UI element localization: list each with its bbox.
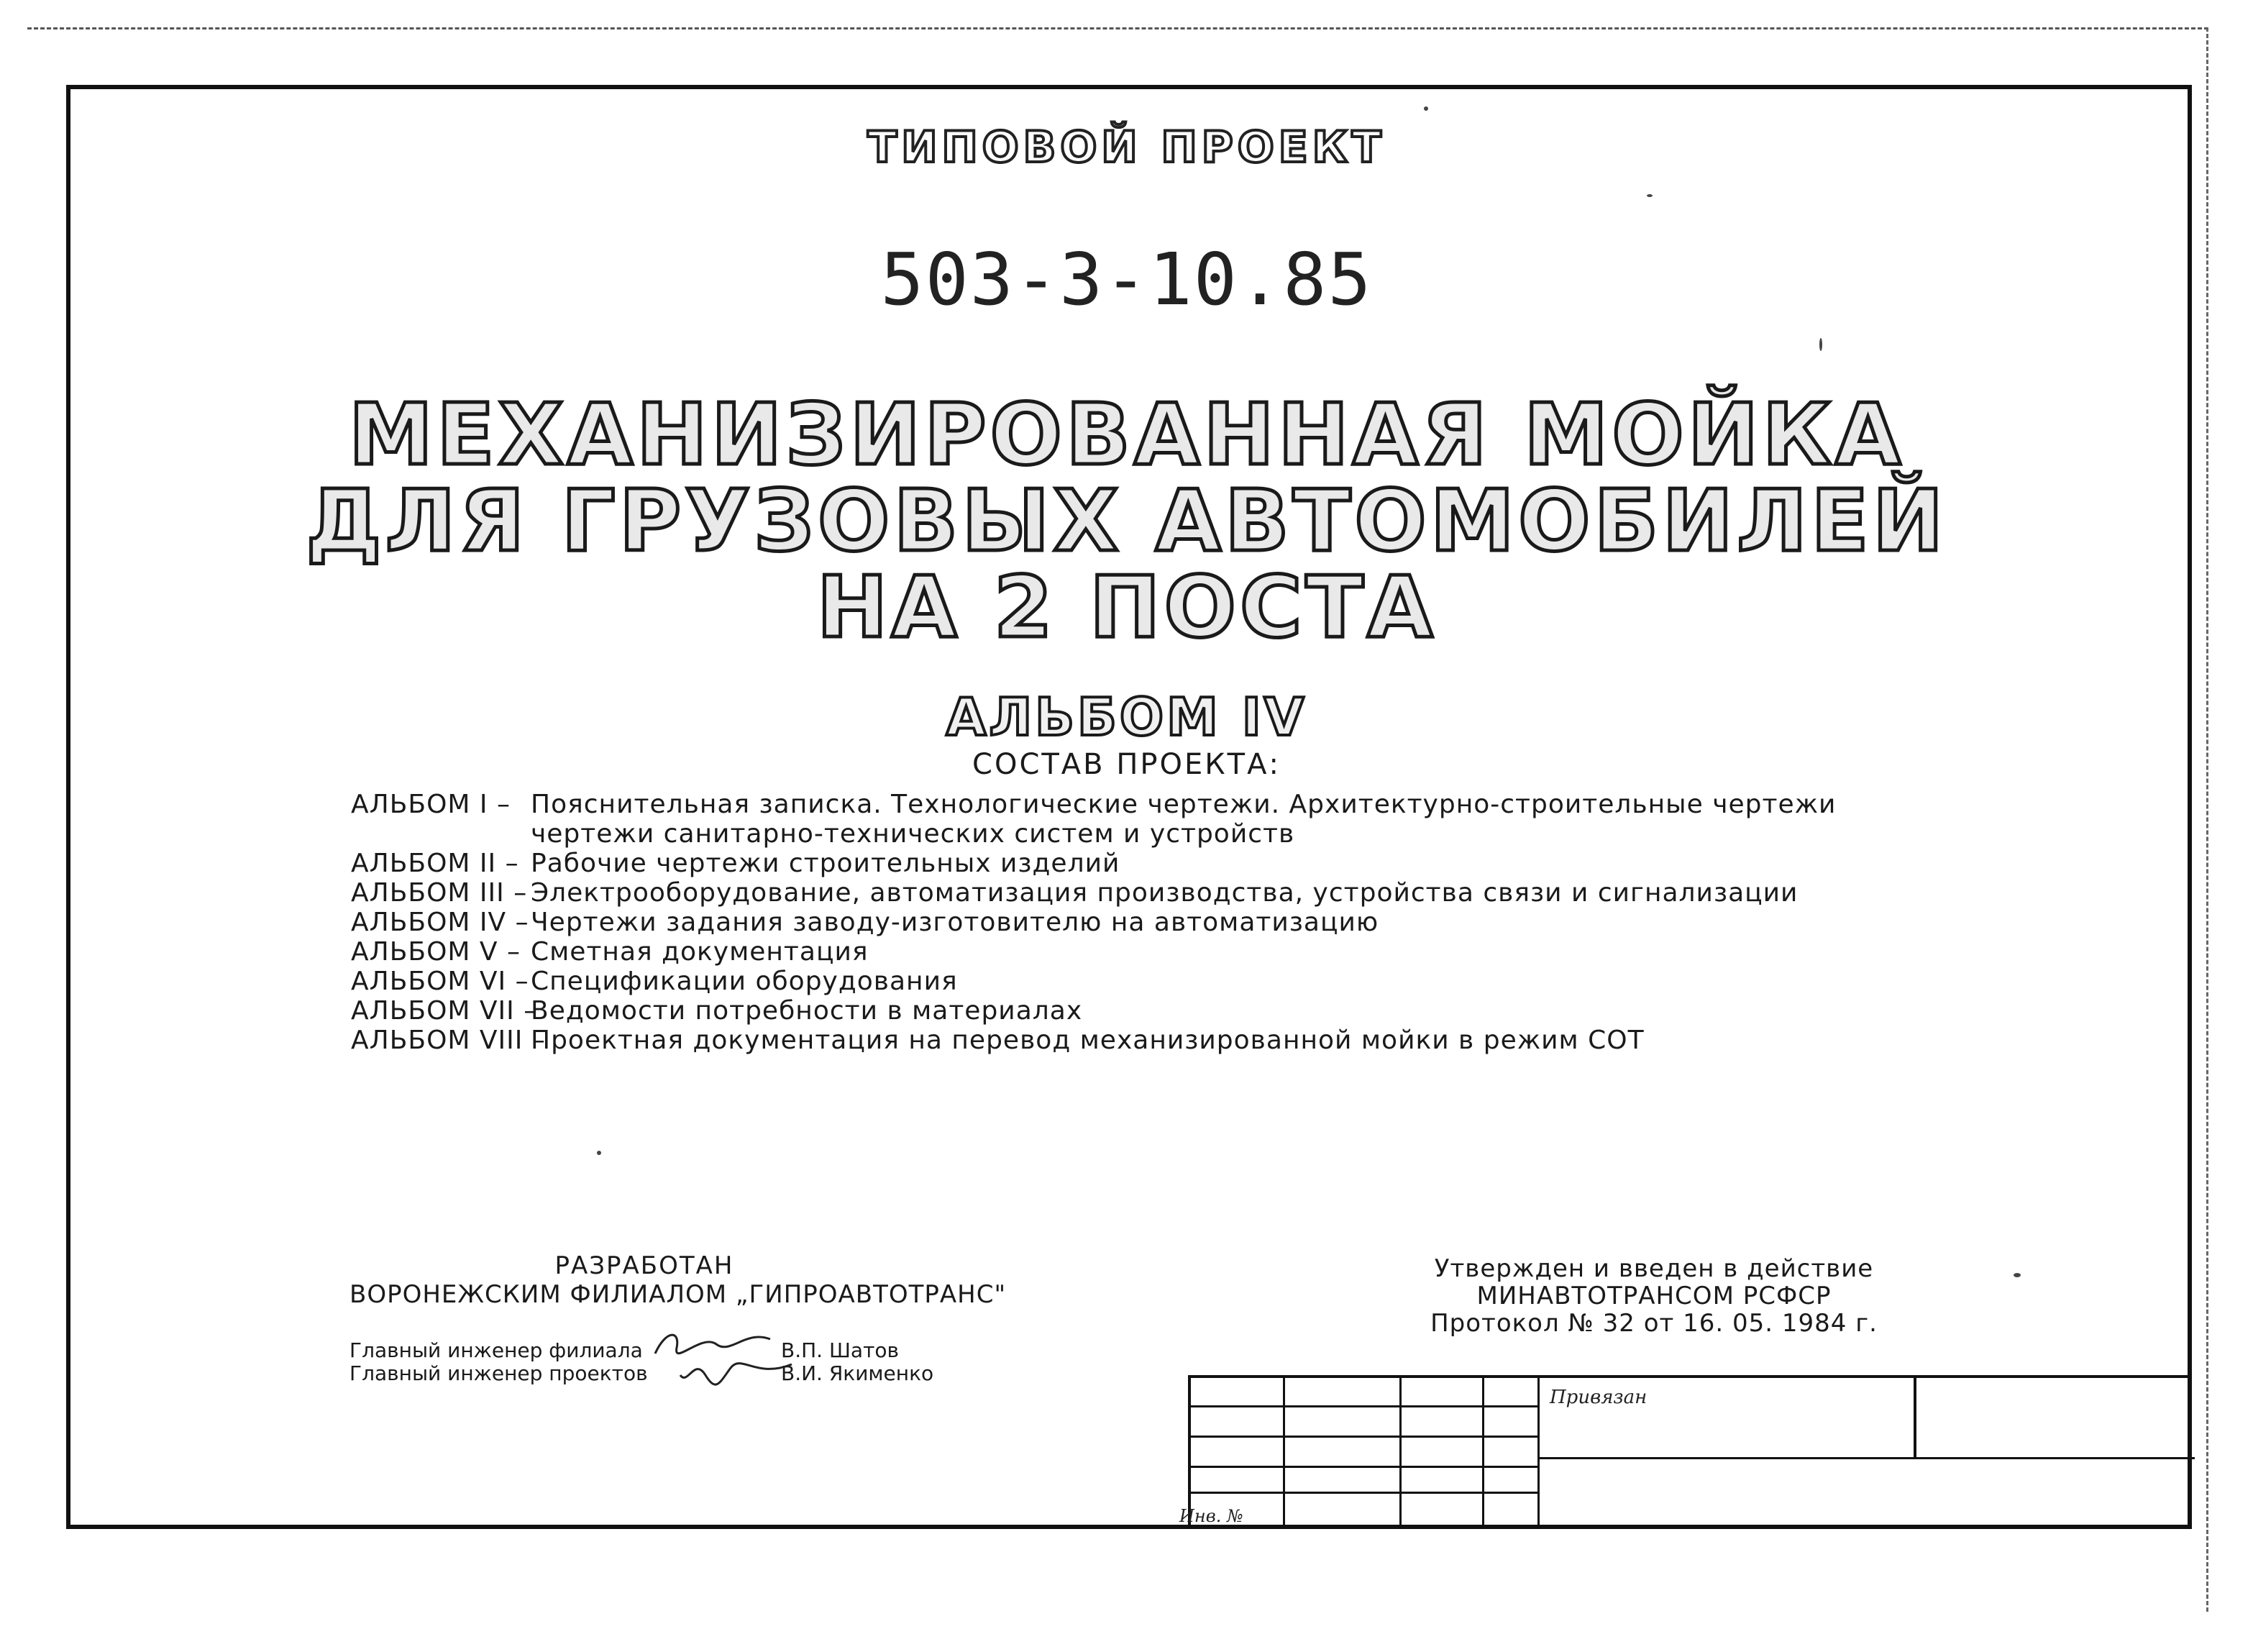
stamp-grid-line	[1191, 1466, 1540, 1468]
album-row	[351, 996, 1836, 1026]
stamp-grid-line	[1191, 1436, 1540, 1438]
scan-speck	[1424, 106, 1428, 111]
album-text: Электрооборудование, автоматизация производства, устройства связи и сигнализации	[531, 878, 1799, 908]
signatures	[349, 1339, 939, 1385]
album-row	[351, 849, 1836, 878]
stamp-grid-line	[1191, 1405, 1540, 1407]
title-stamp	[1188, 1375, 2192, 1529]
developer-organization: ВОРОНЕЖСКИМ ФИЛИАЛОМ „ГИПРОАВТОТРАНС"	[349, 1280, 1007, 1309]
composition-heading: СОСТАВ ПРОЕКТА:	[972, 748, 1281, 781]
scan-speck	[2014, 1273, 2021, 1277]
album-code: АЛЬБОМ III –	[351, 878, 528, 908]
album-row	[351, 908, 1836, 937]
stamp-grid-line	[1283, 1378, 1285, 1529]
album-code: АЛЬБОМ IV –	[351, 908, 529, 937]
signer-row	[349, 1362, 939, 1385]
album-code: АЛЬБОМ VI –	[351, 967, 529, 996]
stamp-grid-line	[1482, 1378, 1484, 1529]
signer-name: В.И. Якименко	[781, 1361, 934, 1385]
album-code: АЛЬБОМ VIII –	[351, 1026, 546, 1055]
stamp-grid-line	[1399, 1378, 1402, 1529]
album-list	[351, 790, 1836, 1055]
album-row	[351, 790, 1836, 819]
album-text: Проектная документация на перевод механизированной мойки в режим СОТ	[531, 1026, 1645, 1055]
album-text: Пояснительная записка. Технологические чертежи. Архитектурно-строительные чертежи	[531, 790, 1837, 819]
inventory-number-label: Инв. №	[1179, 1506, 1243, 1526]
scan-speck	[597, 1151, 601, 1155]
signer-name: В.П. Шатов	[781, 1338, 900, 1362]
signer-role: Главный инженер филиала	[349, 1338, 643, 1362]
title-line-1: МЕХАНИЗИРОВАННАЯ МОЙКА	[348, 385, 1905, 484]
album-text: Чертежи задания заводу-изготовителю на автоматизацию	[531, 908, 1379, 937]
current-album-heading: АЛЬБОМ IV	[946, 687, 1307, 747]
tied-label: Привязан	[1550, 1387, 1648, 1408]
project-type-heading: ТИПОВОЙ ПРОЕКТ	[867, 122, 1386, 173]
approval-block	[1366, 1255, 1942, 1337]
approval-line-2: МИНАВТОТРАНСОМ РСФСР	[1476, 1282, 1832, 1310]
album-row	[351, 967, 1836, 996]
approval-line-3: Протокол № 32 от 16. 05. 1984 г.	[1430, 1309, 1878, 1338]
album-code: АЛЬБОМ V –	[351, 937, 521, 967]
album-row	[351, 937, 1836, 967]
album-row	[351, 1026, 1836, 1055]
album-row	[351, 878, 1836, 908]
signer-row	[349, 1339, 939, 1362]
scan-speck	[1647, 194, 1653, 197]
album-text-continuation: чертежи санитарно-технических систем и устройств	[531, 819, 1295, 849]
approval-line-1: Утвержден и введен в действие	[1434, 1254, 1874, 1283]
title-line-2: ДЛЯ ГРУЗОВЫХ АВТОМОБИЛЕЙ	[306, 471, 1947, 570]
stamp-divider	[1540, 1457, 2195, 1459]
album-code: АЛЬБОМ VII –	[351, 996, 538, 1026]
signer-role: Главный инженер проектов	[349, 1361, 648, 1385]
album-code: АЛЬБОМ I –	[351, 790, 511, 819]
stamp-right-panel	[1540, 1378, 2195, 1529]
title-line-3: НА 2 ПОСТА	[816, 557, 1437, 657]
album-text: Спецификации оборудования	[531, 967, 958, 996]
developer-block	[349, 1251, 1007, 1385]
scan-speck	[1819, 338, 1822, 351]
album-code: АЛЬБОМ II –	[351, 849, 519, 878]
project-number: 503-3-10.85	[880, 237, 1373, 321]
stamp-grid-line	[1191, 1492, 1540, 1494]
album-text: Сметная документация	[531, 937, 869, 967]
stamp-divider	[1914, 1378, 1916, 1457]
developer-heading: РАЗРАБОТАН	[554, 1251, 734, 1280]
album-text: Рабочие чертежи строительных изделий	[531, 849, 1120, 878]
album-text: Ведомости потребности в материалах	[531, 996, 1083, 1026]
